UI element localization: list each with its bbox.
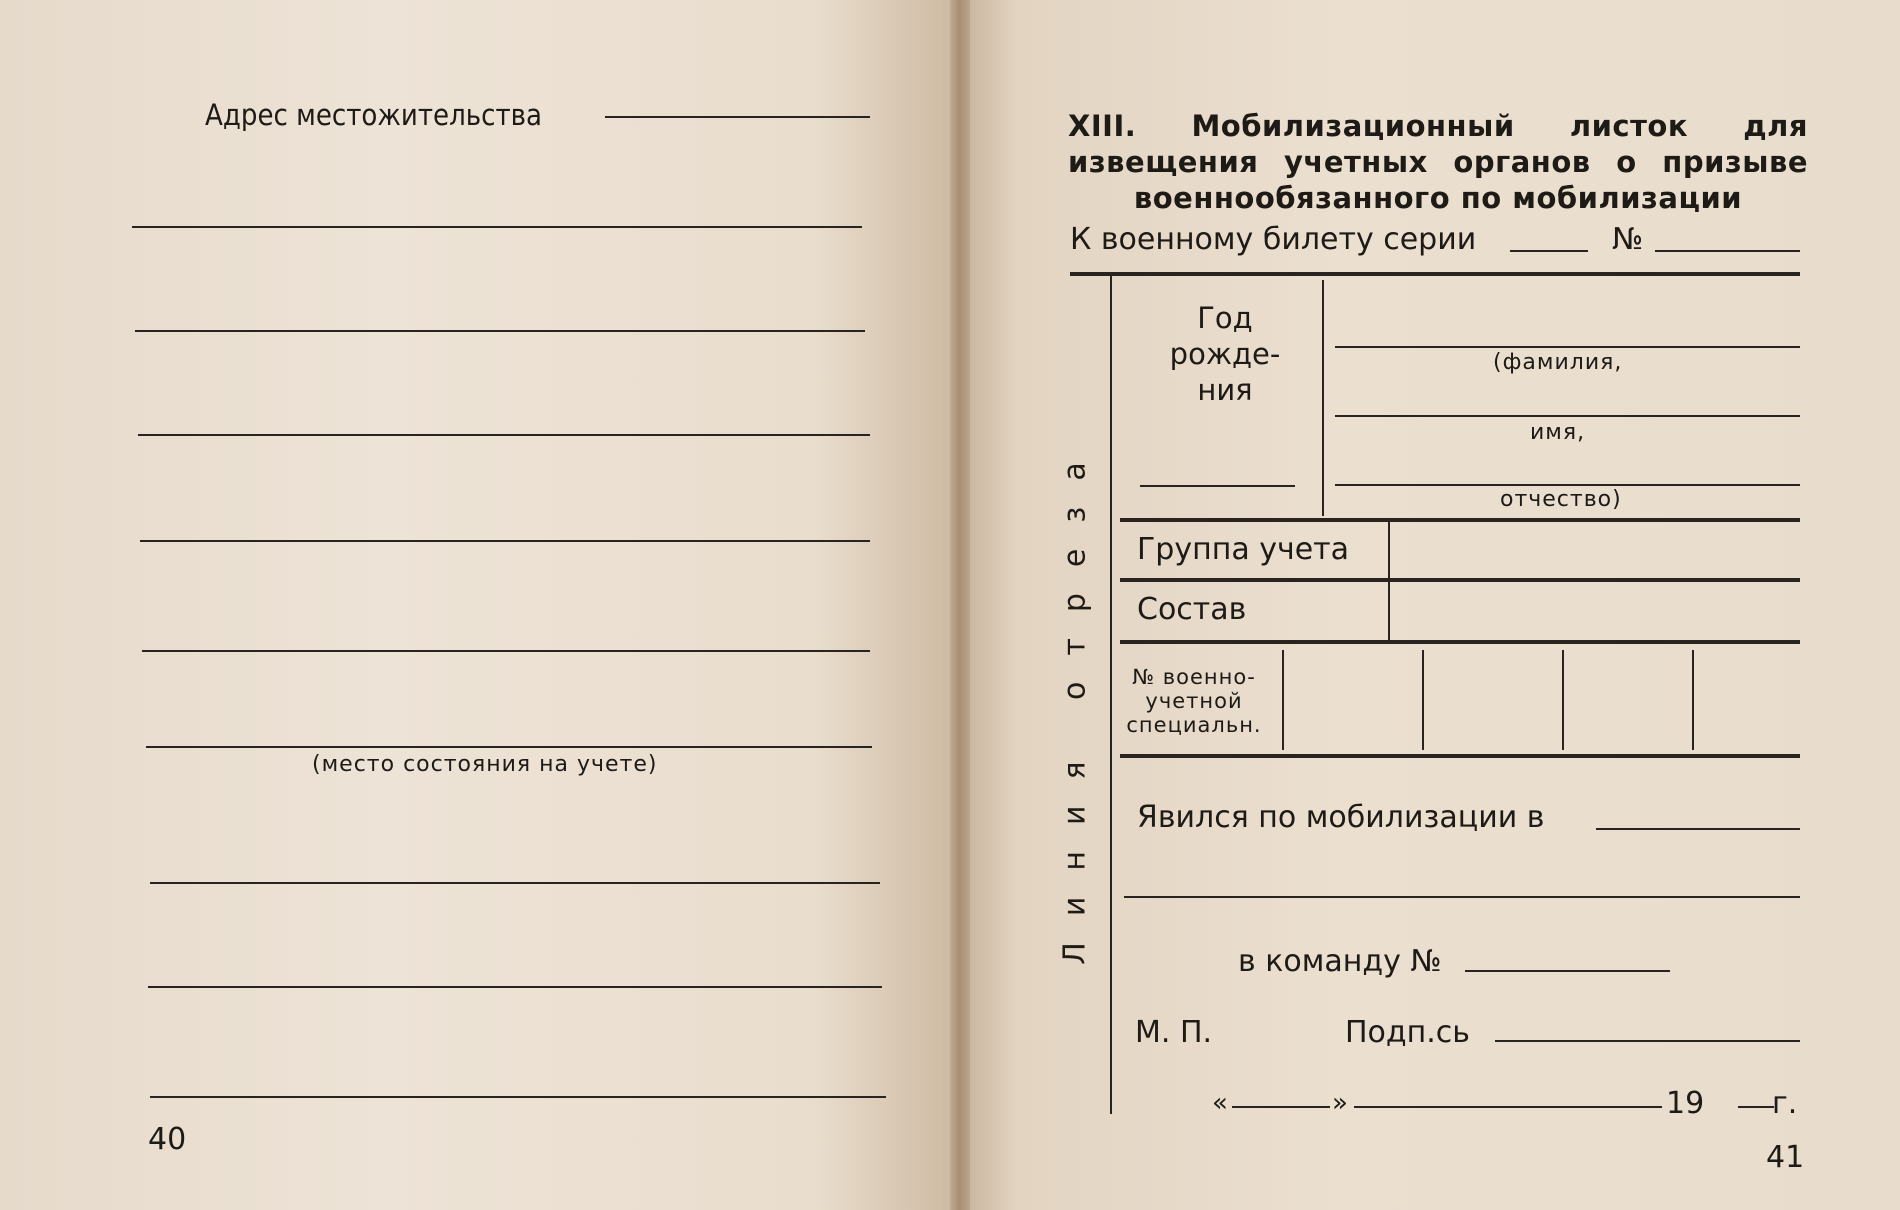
address-line-4	[138, 434, 870, 436]
row-rule-3	[1120, 640, 1800, 644]
reported-line-2	[1124, 896, 1800, 898]
surname-label: (фамилия,	[1493, 350, 1623, 375]
birth-name-divider	[1322, 280, 1324, 516]
extra-line-2	[148, 986, 882, 988]
number-sign: №	[1612, 222, 1644, 257]
cut-line-label: Линия отреза	[1057, 435, 1093, 965]
place-line-1	[140, 540, 870, 542]
address-line-2	[132, 226, 862, 228]
extra-line-1	[150, 882, 880, 884]
year-prefix: 19	[1666, 1086, 1705, 1121]
row-rule-2	[1120, 578, 1800, 582]
month-line	[1354, 1106, 1662, 1108]
address-line-1	[605, 116, 870, 118]
day-line	[1232, 1106, 1330, 1108]
specialty-label: № военно-учетной специальн.	[1126, 665, 1262, 737]
group-divider	[1388, 520, 1390, 580]
birth-year-line	[1140, 485, 1295, 487]
form-title: XIII. Мобилизационный листок для извещения учетных органов о призыве военнообязанного по мобилизации	[1068, 109, 1808, 215]
specialty-divider-1	[1282, 650, 1284, 750]
team-label: в команду №	[1238, 944, 1442, 979]
birth-year-label: Год рожде-ния	[1169, 301, 1281, 407]
specialty-divider-3	[1562, 650, 1564, 750]
series-line	[1510, 250, 1588, 252]
place-line-3	[146, 746, 872, 748]
composition-label: Состав	[1137, 592, 1247, 627]
row-rule-1	[1120, 518, 1800, 522]
address-label: Адрес местожительства	[205, 98, 543, 132]
page-number-right: 41	[1766, 1140, 1805, 1175]
table-top-rule	[1070, 272, 1800, 276]
address-line-3	[135, 330, 865, 332]
name-line-1	[1335, 346, 1800, 348]
year-suffix: г.	[1772, 1086, 1798, 1121]
place-line-2	[142, 650, 870, 652]
year-line	[1738, 1106, 1774, 1108]
row-rule-4	[1120, 754, 1800, 758]
group-label: Группа учета	[1137, 532, 1350, 567]
specialty-divider-2	[1422, 650, 1424, 750]
name-label: имя,	[1530, 420, 1586, 445]
name-line-3	[1335, 484, 1800, 486]
place-caption: (место состояния на учете)	[312, 752, 658, 777]
reported-line-1	[1596, 828, 1800, 830]
composition-divider	[1388, 580, 1390, 640]
extra-line-3	[150, 1096, 886, 1098]
ticket-prefix: К военному билету серии	[1070, 222, 1477, 257]
stamp-label: М. П.	[1135, 1015, 1213, 1050]
name-line-2	[1335, 415, 1800, 417]
page-number-left: 40	[148, 1122, 187, 1157]
cut-line-label-wrap	[1035, 380, 1115, 1020]
signature-label: Подп.сь	[1345, 1015, 1470, 1050]
signature-line	[1495, 1040, 1800, 1042]
quote-open: «	[1212, 1088, 1228, 1118]
team-line	[1465, 970, 1670, 972]
ticket-number-line	[1655, 250, 1800, 252]
reported-label: Явился по мобилизации в	[1137, 800, 1545, 835]
specialty-divider-4	[1692, 650, 1694, 750]
patronymic-label: отчество)	[1500, 487, 1622, 512]
quote-close: »	[1332, 1088, 1348, 1118]
book-spine	[950, 0, 970, 1210]
